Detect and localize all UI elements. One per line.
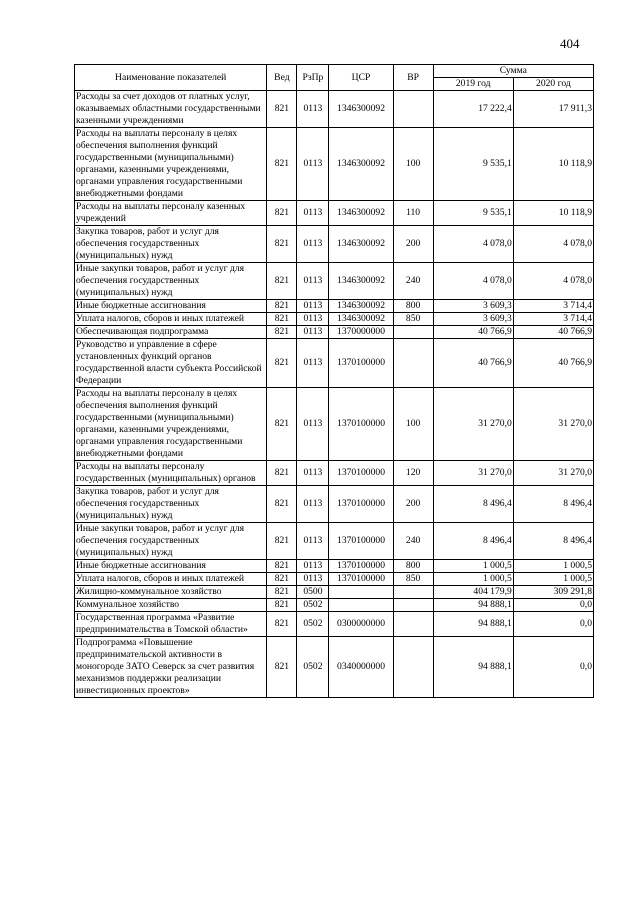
table-row [75,201,594,226]
table-row [75,560,594,573]
table-row [75,263,594,300]
cell-csr [329,586,393,599]
cell-rzpr: 0113 [297,486,329,523]
cell-vr [393,586,433,599]
cell-vr [393,339,433,388]
cell-csr: 1370100000 [329,461,393,486]
cell-rzpr: 0113 [297,226,329,263]
cell-name: Расходы на выплаты персоналу казенных учреждений [75,201,267,226]
cell-rzpr: 0113 [297,461,329,486]
cell-vr: 100 [393,128,433,201]
cell-y2020: 3 714,4 [513,300,593,313]
cell-vr [393,91,433,128]
cell-name: Закупка товаров, работ и услуг для обеспечения государственных (муниципальных) нужд [75,486,267,523]
cell-ved: 821 [267,560,297,573]
cell-y2020: 31 270,0 [513,388,593,461]
cell-vr: 100 [393,388,433,461]
table-body [75,91,594,698]
cell-name: Расходы на выплаты персоналу в целях обеспечения выполнения функций государственными (муниципальными) органами, казенными учреждениями, органами управления государственными внебюджетными фондами [75,388,267,461]
cell-ved: 821 [267,226,297,263]
table-row [75,313,594,326]
cell-name: Иные бюджетные ассигнования [75,560,267,573]
cell-vr: 120 [393,461,433,486]
table-row [75,599,594,612]
cell-ved: 821 [267,300,297,313]
table-row [75,461,594,486]
cell-ved: 821 [267,461,297,486]
cell-rzpr: 0500 [297,586,329,599]
budget-table [74,64,594,698]
cell-vr [393,637,433,698]
cell-ved: 821 [267,586,297,599]
cell-y2019: 40 766,9 [433,326,513,339]
cell-ved: 821 [267,599,297,612]
cell-vr: 240 [393,263,433,300]
cell-vr [393,612,433,637]
cell-csr: 1370100000 [329,388,393,461]
cell-csr: 1370100000 [329,486,393,523]
cell-vr: 850 [393,573,433,586]
cell-name: Руководство и управление в сфере установленных функций органов государственной власти субъекта Российской Федерации [75,339,267,388]
cell-rzpr: 0113 [297,300,329,313]
cell-csr: 1346300092 [329,91,393,128]
cell-vr: 200 [393,486,433,523]
cell-name: Иные закупки товаров, работ и услуг для обеспечения государственных (муниципальных) нужд [75,523,267,560]
cell-y2019: 404 179,9 [433,586,513,599]
table-row [75,523,594,560]
header-name: Наименование показателей [75,65,267,91]
cell-y2019: 4 078,0 [433,263,513,300]
cell-ved: 821 [267,637,297,698]
cell-y2020: 0,0 [513,637,593,698]
cell-name: Иные бюджетные ассигнования [75,300,267,313]
cell-rzpr: 0113 [297,326,329,339]
cell-csr: 1346300092 [329,201,393,226]
table-row [75,326,594,339]
cell-y2019: 8 496,4 [433,486,513,523]
cell-ved: 821 [267,486,297,523]
cell-y2019: 31 270,0 [433,388,513,461]
cell-name: Коммунальное хозяйство [75,599,267,612]
cell-name: Расходы за счет доходов от платных услуг, оказываемых областными государственными казенными учреждениями [75,91,267,128]
cell-rzpr: 0113 [297,388,329,461]
table-row [75,339,594,388]
cell-vr: 800 [393,560,433,573]
cell-ved: 821 [267,201,297,226]
cell-rzpr: 0502 [297,612,329,637]
page-number: 404 [560,36,580,51]
cell-ved: 821 [267,263,297,300]
cell-y2020: 17 911,3 [513,91,593,128]
cell-y2020: 40 766,9 [513,339,593,388]
cell-ved: 821 [267,339,297,388]
cell-rzpr: 0502 [297,637,329,698]
cell-rzpr: 0113 [297,573,329,586]
cell-csr [329,599,393,612]
cell-y2020: 8 496,4 [513,523,593,560]
cell-ved: 821 [267,128,297,201]
cell-y2020: 1 000,5 [513,573,593,586]
table-row [75,573,594,586]
cell-rzpr: 0113 [297,91,329,128]
cell-name: Жилищно-коммунальное хозяйство [75,586,267,599]
table-row [75,637,594,698]
cell-y2020: 4 078,0 [513,263,593,300]
cell-rzpr: 0113 [297,560,329,573]
table-row [75,586,594,599]
cell-name: Закупка товаров, работ и услуг для обеспечения государственных (муниципальных) нужд [75,226,267,263]
cell-y2019: 1 000,5 [433,560,513,573]
header-rzpr: РзПр [297,65,329,91]
cell-y2019: 31 270,0 [433,461,513,486]
table-row [75,128,594,201]
cell-name: Государственная программа «Развитие предпринимательства в Томской области» [75,612,267,637]
cell-csr: 1370100000 [329,523,393,560]
cell-ved: 821 [267,326,297,339]
table-row [75,612,594,637]
cell-rzpr: 0113 [297,339,329,388]
cell-rzpr: 0113 [297,523,329,560]
cell-y2019: 94 888,1 [433,637,513,698]
cell-csr: 0340000000 [329,637,393,698]
cell-csr: 1370000000 [329,326,393,339]
cell-y2020: 4 078,0 [513,226,593,263]
cell-vr: 240 [393,523,433,560]
cell-ved: 821 [267,523,297,560]
cell-csr: 1370100000 [329,573,393,586]
cell-csr: 0300000000 [329,612,393,637]
cell-y2020: 0,0 [513,612,593,637]
cell-csr: 1346300092 [329,128,393,201]
cell-csr: 1346300092 [329,263,393,300]
table-row [75,91,594,128]
cell-y2020: 1 000,5 [513,560,593,573]
cell-ved: 821 [267,388,297,461]
cell-y2019: 40 766,9 [433,339,513,388]
cell-vr [393,599,433,612]
cell-name: Уплата налогов, сборов и иных платежей [75,573,267,586]
table-row [75,226,594,263]
cell-y2019: 94 888,1 [433,612,513,637]
cell-name: Иные закупки товаров, работ и услуг для обеспечения государственных (муниципальных) нужд [75,263,267,300]
cell-csr: 1370100000 [329,560,393,573]
cell-csr: 1346300092 [329,226,393,263]
cell-csr: 1370100000 [329,339,393,388]
cell-y2020: 40 766,9 [513,326,593,339]
cell-csr: 1346300092 [329,313,393,326]
cell-name: Уплата налогов, сборов и иных платежей [75,313,267,326]
cell-name: Подпрограмма «Повышение предпринимательской активности в моногороде ЗАТО Северск за счет развития механизмов поддержки реализации инвестиционных проектов» [75,637,267,698]
cell-y2019: 3 609,3 [433,300,513,313]
cell-rzpr: 0113 [297,313,329,326]
cell-vr: 850 [393,313,433,326]
cell-ved: 821 [267,91,297,128]
table-row [75,300,594,313]
cell-y2019: 1 000,5 [433,573,513,586]
header-year-2019: 2019 год [433,78,513,91]
cell-name: Расходы на выплаты персоналу государственных (муниципальных) органов [75,461,267,486]
cell-y2020: 309 291,8 [513,586,593,599]
cell-y2020: 10 118,9 [513,201,593,226]
header-vr: ВР [393,65,433,91]
cell-ved: 821 [267,612,297,637]
cell-ved: 821 [267,313,297,326]
cell-rzpr: 0113 [297,128,329,201]
cell-ved: 821 [267,573,297,586]
table-header [75,65,594,91]
cell-rzpr: 0502 [297,599,329,612]
cell-vr [393,326,433,339]
cell-y2020: 10 118,9 [513,128,593,201]
cell-vr: 800 [393,300,433,313]
table-row [75,388,594,461]
cell-y2019: 17 222,4 [433,91,513,128]
cell-rzpr: 0113 [297,201,329,226]
table-row [75,486,594,523]
header-csr: ЦСР [329,65,393,91]
cell-y2019: 94 888,1 [433,599,513,612]
cell-y2020: 0,0 [513,599,593,612]
cell-y2020: 31 270,0 [513,461,593,486]
cell-name: Расходы на выплаты персоналу в целях обеспечения выполнения функций государственными (муниципальными) органами, казенными учреждениями, органами управления государственными внебюджетными фондами [75,128,267,201]
cell-y2019: 9 535,1 [433,128,513,201]
cell-y2019: 3 609,3 [433,313,513,326]
header-sum: Сумма [433,65,593,78]
header-ved: Вед [267,65,297,91]
cell-y2019: 8 496,4 [433,523,513,560]
cell-rzpr: 0113 [297,263,329,300]
cell-vr: 110 [393,201,433,226]
cell-csr: 1346300092 [329,300,393,313]
cell-y2020: 3 714,4 [513,313,593,326]
cell-y2019: 4 078,0 [433,226,513,263]
header-year-2020: 2020 год [513,78,593,91]
cell-name: Обеспечивающая подпрограмма [75,326,267,339]
cell-vr: 200 [393,226,433,263]
cell-y2019: 9 535,1 [433,201,513,226]
cell-y2020: 8 496,4 [513,486,593,523]
